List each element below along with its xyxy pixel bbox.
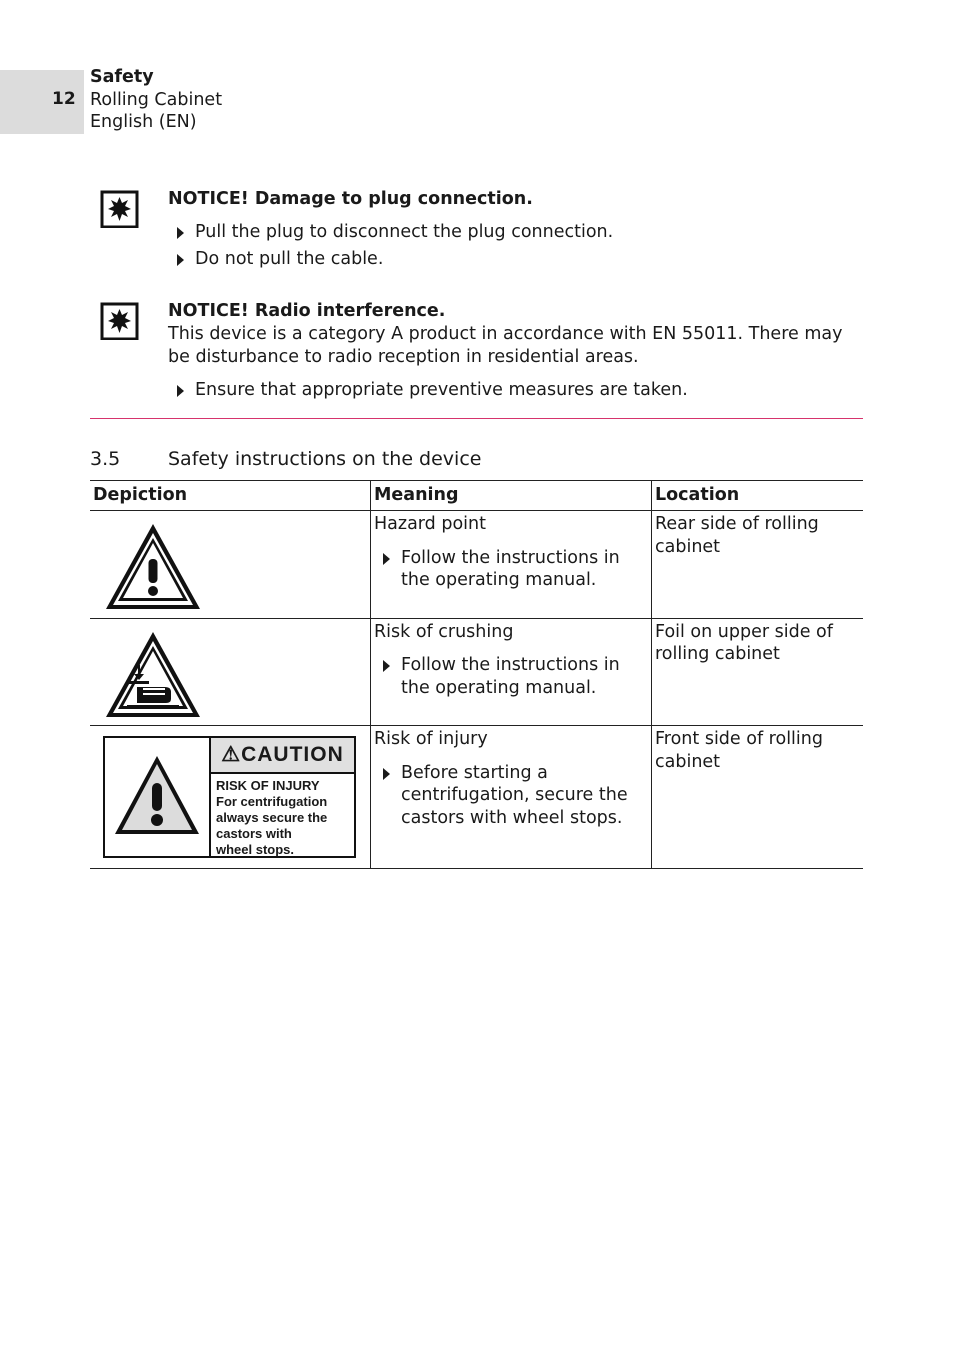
location-cell: Foil on upper side of rolling cabinet	[652, 618, 864, 726]
caution-label-line: always secure the	[216, 810, 328, 825]
header-title: Safety	[90, 67, 154, 87]
running-header	[90, 66, 222, 134]
location-cell: Rear side of rolling cabinet	[652, 511, 864, 619]
column-header-depiction: Depiction	[90, 481, 371, 511]
depiction-cell	[90, 726, 371, 869]
caution-label-line: castors with	[216, 826, 292, 841]
notice-bullet: Ensure that appropriate preventive measures are taken.	[168, 379, 868, 402]
meaning-text: Hazard point	[374, 514, 486, 534]
depiction-cell	[90, 618, 371, 726]
meaning-cell	[371, 511, 652, 619]
section-title: Safety instructions on the device	[168, 448, 482, 470]
table-row	[90, 511, 863, 619]
notice-bullet: Pull the plug to disconnect the plug connection.	[168, 221, 868, 244]
instruction-bullet: Follow the instructions in the operating manual.	[374, 654, 648, 699]
notice-title: NOTICE! Damage to plug connection.	[168, 189, 533, 209]
meaning-cell	[371, 726, 652, 869]
general-warning-icon	[103, 521, 203, 611]
section-heading	[90, 447, 481, 471]
caution-label-symbol-panel	[105, 738, 211, 856]
caution-label	[103, 736, 356, 858]
caution-label-heading: ⚠CAUTION	[211, 738, 354, 774]
caution-label-line: For centrifugation	[216, 794, 328, 809]
depiction-cell	[90, 511, 371, 619]
page-number: 12	[52, 89, 76, 109]
column-header-meaning: Meaning	[371, 481, 652, 511]
instruction-bullet: Follow the instructions in the operating manual.	[374, 547, 648, 592]
meaning-text: Risk of injury	[374, 729, 488, 749]
meaning-cell	[371, 618, 652, 726]
caution-label-line: RISK OF INJURY	[216, 778, 320, 793]
notice-bullet: Do not pull the cable.	[168, 248, 868, 271]
meaning-text: Risk of crushing	[374, 621, 514, 642]
notice-icon	[100, 300, 140, 340]
notice-title: NOTICE! Radio interference.	[168, 301, 446, 321]
crushing-hazard-icon	[103, 629, 203, 719]
section-divider	[90, 418, 863, 419]
caution-label-line: wheel stops.	[216, 842, 295, 857]
safety-symbols-table	[90, 480, 863, 869]
warning-triangle-icon	[105, 738, 209, 856]
location-cell: Front side of rolling cabinet	[652, 726, 864, 869]
table-row	[90, 618, 863, 726]
notice-text: This device is a category A product in accordance with EN 55011. There may be disturbance to radio reception in residential areas.	[168, 324, 843, 367]
table-header-row	[90, 481, 863, 511]
header-language: English (EN)	[90, 112, 197, 132]
column-header-location: Location	[652, 481, 864, 511]
table-row	[90, 726, 863, 869]
notice-icon	[100, 188, 140, 228]
section-number: 3.5	[90, 448, 121, 470]
instruction-bullet: Before starting a centrifugation, secure the castors with wheel stops.	[374, 762, 648, 830]
caution-label-text	[216, 778, 356, 858]
header-subtitle: Rolling Cabinet	[90, 89, 223, 110]
